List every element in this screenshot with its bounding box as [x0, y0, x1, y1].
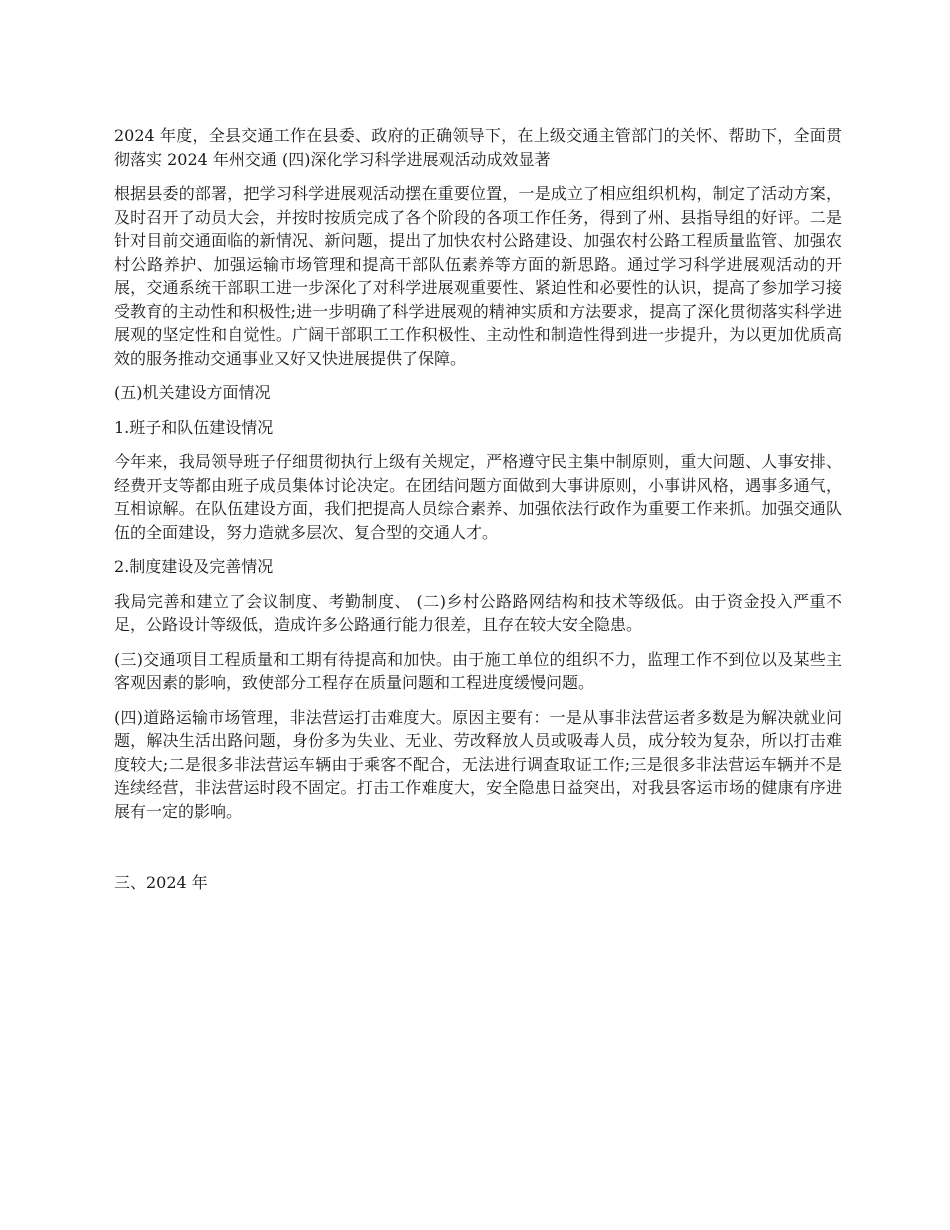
paragraph-project-quality: (三)交通项目工程质量和工期有待提高和加快。由于施工单位的组织不力，监理工作不到位以及某些主客观因素的影响，致使部分工程存在质量问题和工程进度缓慢问题。: [114, 649, 842, 692]
heading-system-building: 2.制度建设及完善情况: [114, 557, 274, 576]
paragraph-study-activity: 根据县委的部署，把学习科学进展观活动摆在重要位置，一是成立了相应组织机构，制定了活动方案，及时召开了动员大会，并按时按质完成了各个阶段的各项工作任务，得到了州、县指导组的好评。二是针对目前交通面临的新情况、新问题，提出了加快农村公路建设、加强农村公路工程质量监管、加强农村公路养护、加强运输市场管理和提高干部队伍素养等方面的新思路。通过学习科学进展观活动的开展，交通系统干部职工进一步深化了对科学进展观重要性、紧迫性和必要性的认识，提高了参加学习接受教育的主动性和积极性;进一步明确了科学进展观的精神实质和方法要求，提高了深化贯彻落实科学进展观的坚定性和自觉性。广阔干部职工工作积极性、主动性和制造性得到进一步提升，为以更加优质高效的服务推动交通事业又好又快进展提供了保障。: [114, 184, 842, 368]
document-body: [114, 124, 842, 906]
paragraph-intro: 2024 年度，全县交通工作在县委、政府的正确领导下，在上级交通主管部门的关怀、帮助下，全面贯彻落实 2024 年州交通 (四)深化学习科学进展观活动成效显著: [114, 126, 842, 169]
paragraph-transport-market: (四)道路运输市场管理，非法营运打击难度大。原因主要有：一是从事非法营运者多数是为解决就业问题，解决生活出路问题，身份多为失业、无业、劳改释放人员或吸毒人员，成分较为复杂，所以打击难度较大;二是很多非法营运车辆由于乘客不配合，无法进行调查取证工作;三是很多非法营运车辆并不是连续经营，非法营运时段不固定。打击工作难度大，安全隐患日益突出，对我县客运市场的健康有序进展有一定的影响。: [114, 707, 842, 821]
paragraph-system-building: 我局完善和建立了会议制度、考勤制度、 (二)乡村公路路网结构和技术等级低。由于资金投入严重不足，公路设计等级低，造成许多公路通行能力很差，且存在较大安全隐患。: [114, 591, 842, 634]
heading-section-three: 三、2024 年: [114, 873, 208, 892]
heading-agency-building: (五)机关建设方面情况: [114, 383, 271, 402]
heading-team-building: 1.班子和队伍建设情况: [114, 417, 274, 437]
paragraph-team-building: 今年来，我局领导班子仔细贯彻执行上级有关规定，严格遵守民主集中制原则，重大问题、人事安排、经费开支等都由班子成员集体讨论决定。在团结问题方面做到大事讲原则，小事讲风格，遇事多通气，互相谅解。在队伍建设方面，我们把提高人员综合素养、加强依法行政作为重要工作来抓。加强交通队伍的全面建设，努力造就多层次、复合型的交通人才。: [114, 452, 842, 542]
